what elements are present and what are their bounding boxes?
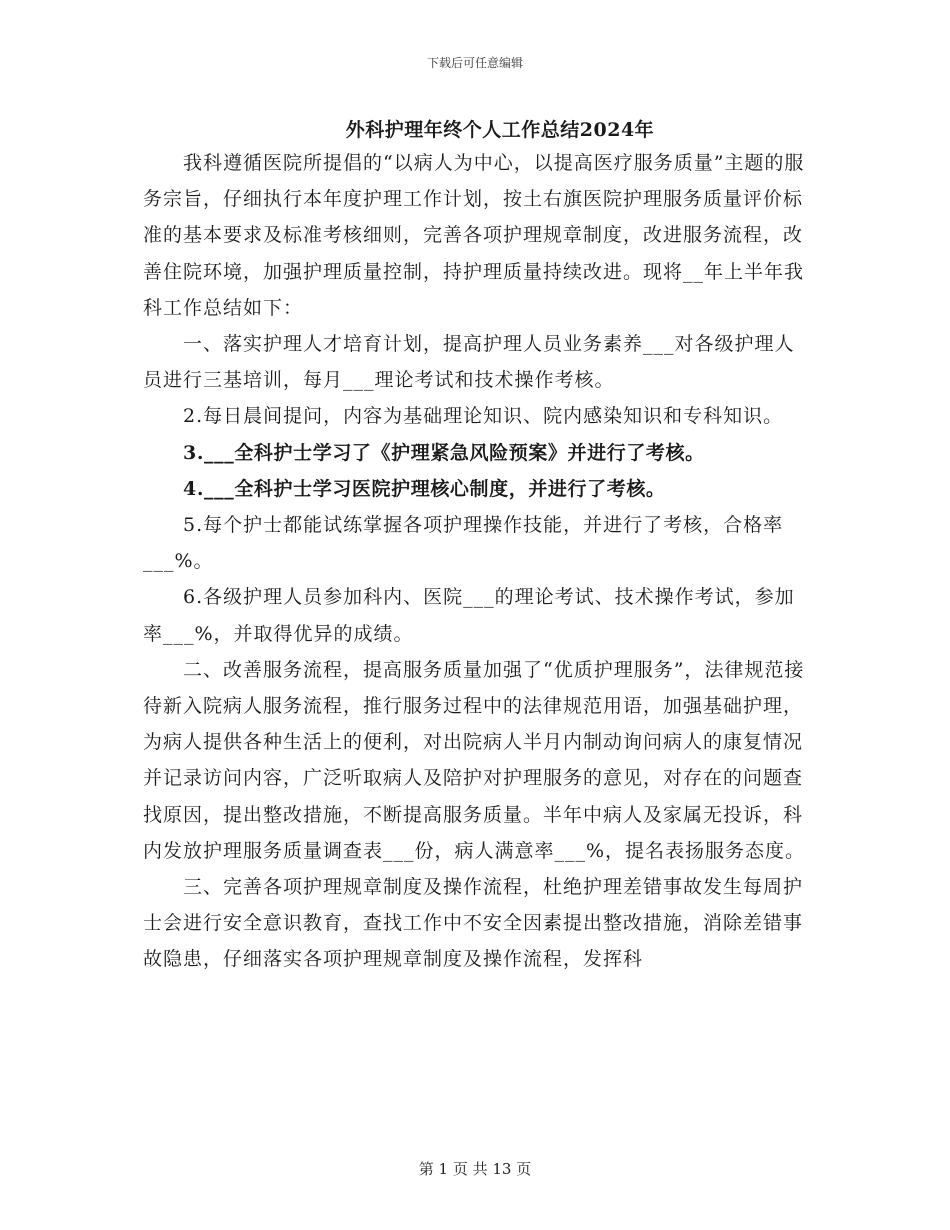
paragraph-section-3: 三、完善各项护理规章制度及操作流程，杜绝护理差错事故发生每周护士会进行安全意识教育，查找工作中不安全因素提出整改措施，消除差错事故隐患，仔细落实各项护理规章制度及操作流程，发挥科 <box>143 876 804 971</box>
document-body <box>143 145 808 978</box>
paragraph-item-2: 2.每日晨间提问，内容为基础理论知识、院内感染知识和专科知识。 <box>183 405 784 428</box>
paragraph-item-3: 3.___全科护士学习了《护理紧急风险预案》并进行了考核。 <box>183 441 705 464</box>
page-number: 第 1 页 共 13 页 <box>418 1160 532 1178</box>
paragraph-item-4: 4.___全科护士学习医院护理核心制度，并进行了考核。 <box>183 477 666 500</box>
header-note: 下载后可任意编辑 <box>426 56 523 70</box>
paragraph-item-6: 6.各级护理人员参加科内、医院___的理论考试、技术操作考试，参加率___%，并取得优异的成绩。 <box>143 586 795 645</box>
paragraph-intro: 我科遵循医院所提倡的“以病人为中心，以提高医疗服务质量”主题的服务宗旨，仔细执行本年度护理工作计划，按土右旗医院护理服务质量评价标准的基本要求及标准考核细则，完善各项护理规章制度，改进服务流程，改善住院环境，加强护理质量控制，持护理质量持续改进。现将__年上半年我科工作总结如下： <box>143 152 805 319</box>
document-title: 外科护理年终个人工作总结2024年 <box>345 119 655 141</box>
paragraph-section-2: 二、改善服务流程，提高服务质量加强了“优质护理服务”，法律规范接待新入院病人服务流程，推行服务过程中的法律规范用语，加强基础护理，为病人提供各种生活上的便利，对出院病人半月内制动询问病人的康复情况并记录访问内容，广泛听取病人及陪护对护理服务的意见，对存在的问题查找原因，提出整改措施，不断提高服务质量。半年中病人及家属无投诉，科内发放护理服务质量调查表___份，病人满意率___%，提名表扬服务态度。 <box>143 658 806 862</box>
paragraph-item-5: 5.每个护士都能试练掌握各项护理操作技能，并进行了考核，合格率___%。 <box>143 514 784 573</box>
paragraph-section-1: 一、落实护理人才培育计划，提高护理人员业务素养___对各级护理人员进行三基培训，每月___理论考试和技术操作考核。 <box>143 333 795 392</box>
